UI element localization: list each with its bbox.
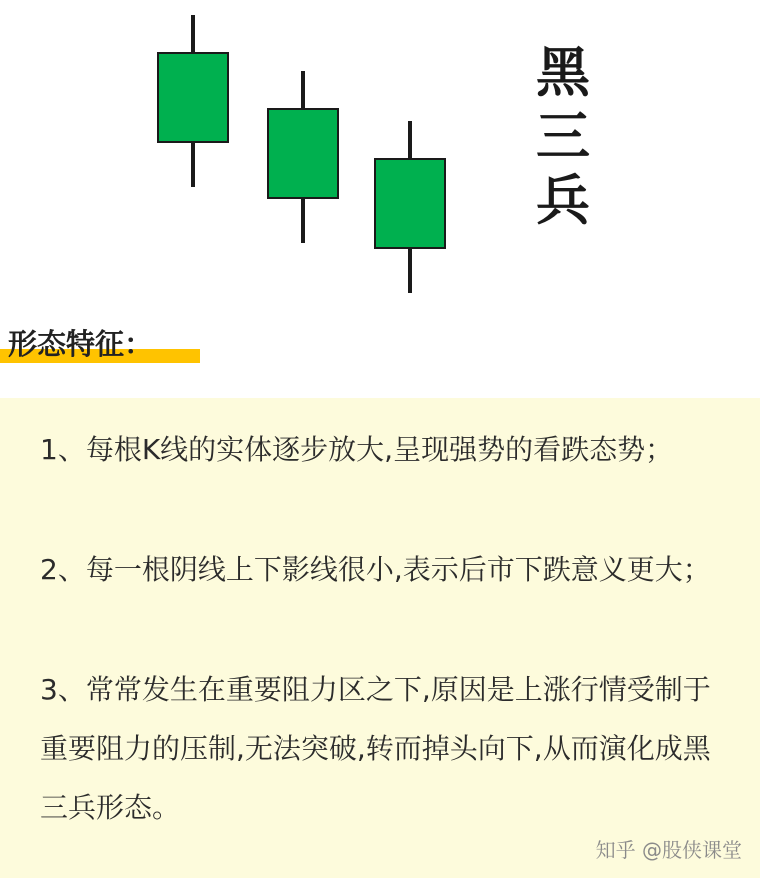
pattern-title-char-3: 兵 bbox=[536, 168, 590, 232]
feature-item-3: 3、常常发生在重要阻力区之下,原因是上涨行情受制于重要阻力的压制,无法突破,转而掉头向下,从而演化成黑三兵形态。 bbox=[40, 673, 711, 824]
heading-text: 形态特征： bbox=[8, 327, 154, 361]
candle-2-body bbox=[268, 109, 338, 198]
feature-item-2: 2、每一根阴线上下影线很小,表示后市下跌意义更大； bbox=[40, 553, 711, 586]
pattern-title-char-2: 三 bbox=[536, 104, 590, 168]
pattern-title bbox=[528, 40, 598, 232]
candle-1-body bbox=[158, 53, 228, 142]
candle-3-body bbox=[375, 159, 445, 248]
watermark: 知乎 @股侠课堂 bbox=[595, 838, 742, 862]
pattern-title-char-1: 黑 bbox=[536, 40, 590, 104]
candlestick-diagram bbox=[0, 0, 760, 320]
section-heading bbox=[0, 322, 200, 370]
candles bbox=[158, 15, 445, 293]
feature-item-1: 1、每根K线的实体逐步放大,呈现强势的看跌态势； bbox=[40, 433, 674, 466]
feature-panel bbox=[0, 398, 760, 878]
